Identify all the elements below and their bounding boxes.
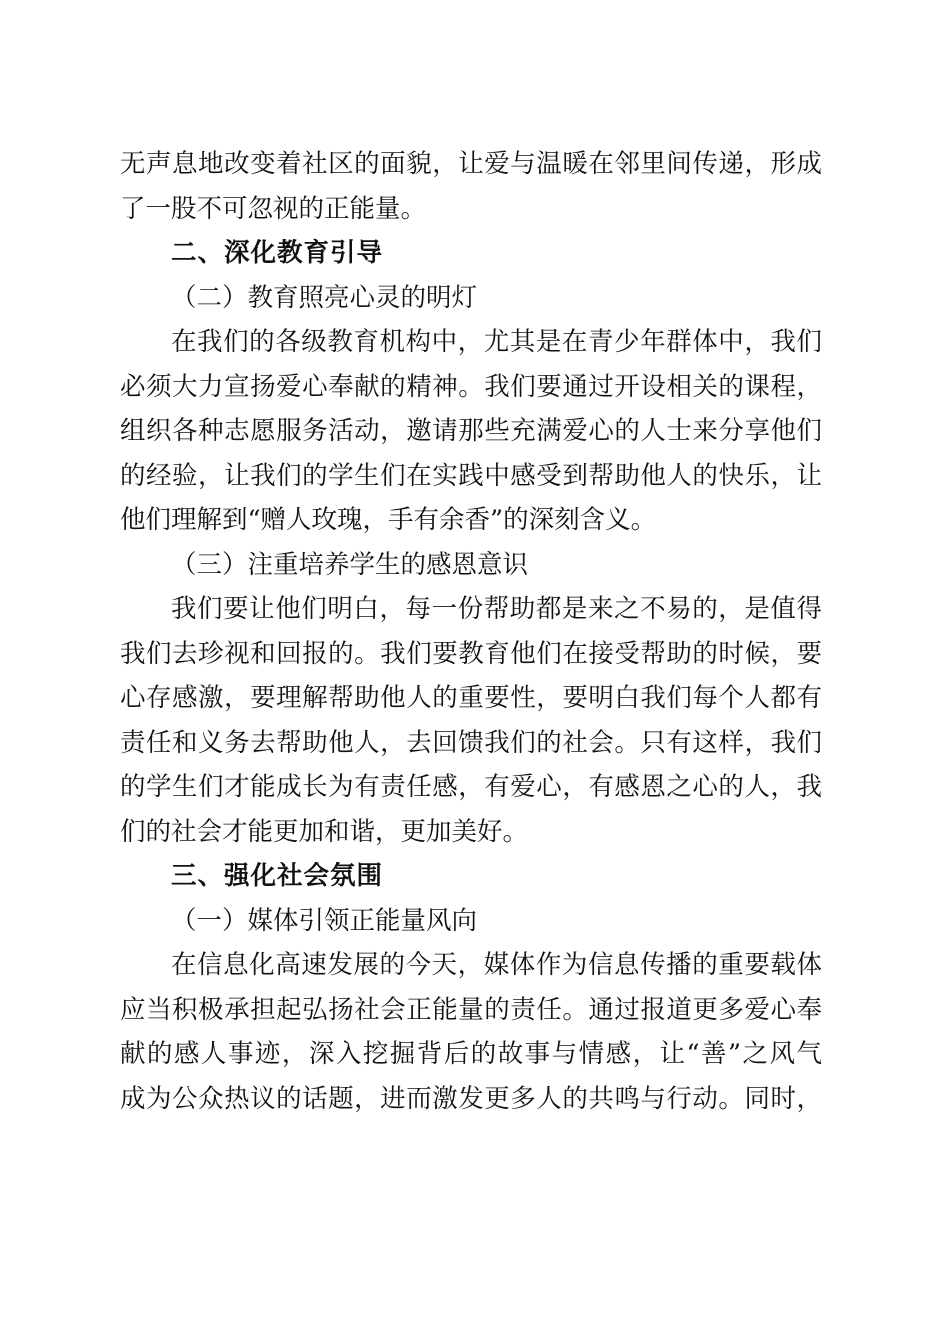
text-line: 组织各种志愿服务活动，邀请那些充满爱心的人士来分享他们 <box>120 416 822 446</box>
text-line: 了一股不可忽视的正能量。 <box>120 193 427 224</box>
document-body <box>120 142 822 1121</box>
paragraph-gratitude <box>120 587 822 854</box>
text-line: 的学生们才能成长为有责任感，有爱心，有感恩之心的人，我 <box>120 772 822 802</box>
text-line: 在信息化高速发展的今天，媒体作为信息传播的重要载体 <box>171 950 822 980</box>
text-line: 心存感激，要理解帮助他人的重要性，要明白我们每个人都有 <box>120 683 822 713</box>
section-heading-3: 三、强化社会氛围 <box>171 861 384 891</box>
section-heading-2: 二、深化教育引导 <box>171 238 384 268</box>
text-line: 的经验，让我们的学生们在实践中感受到帮助他人的快乐，让 <box>120 460 822 491</box>
text-line: 我们去珍视和回报的。我们要教育他们在接受帮助的时候，要 <box>120 638 822 669</box>
paragraph-continuation <box>120 142 822 231</box>
subsection-heading-2-2: （二）教育照亮心灵的明灯 <box>171 282 478 313</box>
subsection-heading-3-1: （一）媒体引领正能量风向 <box>171 905 478 936</box>
paragraph-media <box>120 943 822 1121</box>
text-line: 我们要让他们明白，每一份帮助都是来之不易的，是值得 <box>171 594 822 624</box>
subsection-heading-2-3: （三）注重培养学生的感恩意识 <box>171 549 529 580</box>
text-line: 在我们的各级教育机构中，尤其是在青少年群体中，我们 <box>171 327 822 357</box>
text-line: 献的感人事迹，深入挖掘背后的故事与情感，让“善”之风气 <box>120 1039 822 1069</box>
paragraph-education <box>120 320 822 543</box>
text-line: 必须大力宣扬爱心奉献的精神。我们要通过开设相关的课程， <box>120 371 822 402</box>
text-line: 应当积极承担起弘扬社会正能量的责任。通过报道更多爱心奉 <box>120 994 822 1025</box>
text-line: 他们理解到“赠人玫瑰，手有余香”的深刻含义。 <box>120 505 657 535</box>
text-line: 成为公众热议的话题，进而激发更多人的共鸣与行动。同时， <box>120 1083 822 1114</box>
text-line: 们的社会才能更加和谐，更加美好。 <box>120 816 529 847</box>
text-line: 责任和义务去帮助他人，去回馈我们的社会。只有这样，我们 <box>120 727 822 758</box>
text-line: 无声息地改变着社区的面貌，让爱与温暖在邻里间传递，形成 <box>120 149 822 179</box>
